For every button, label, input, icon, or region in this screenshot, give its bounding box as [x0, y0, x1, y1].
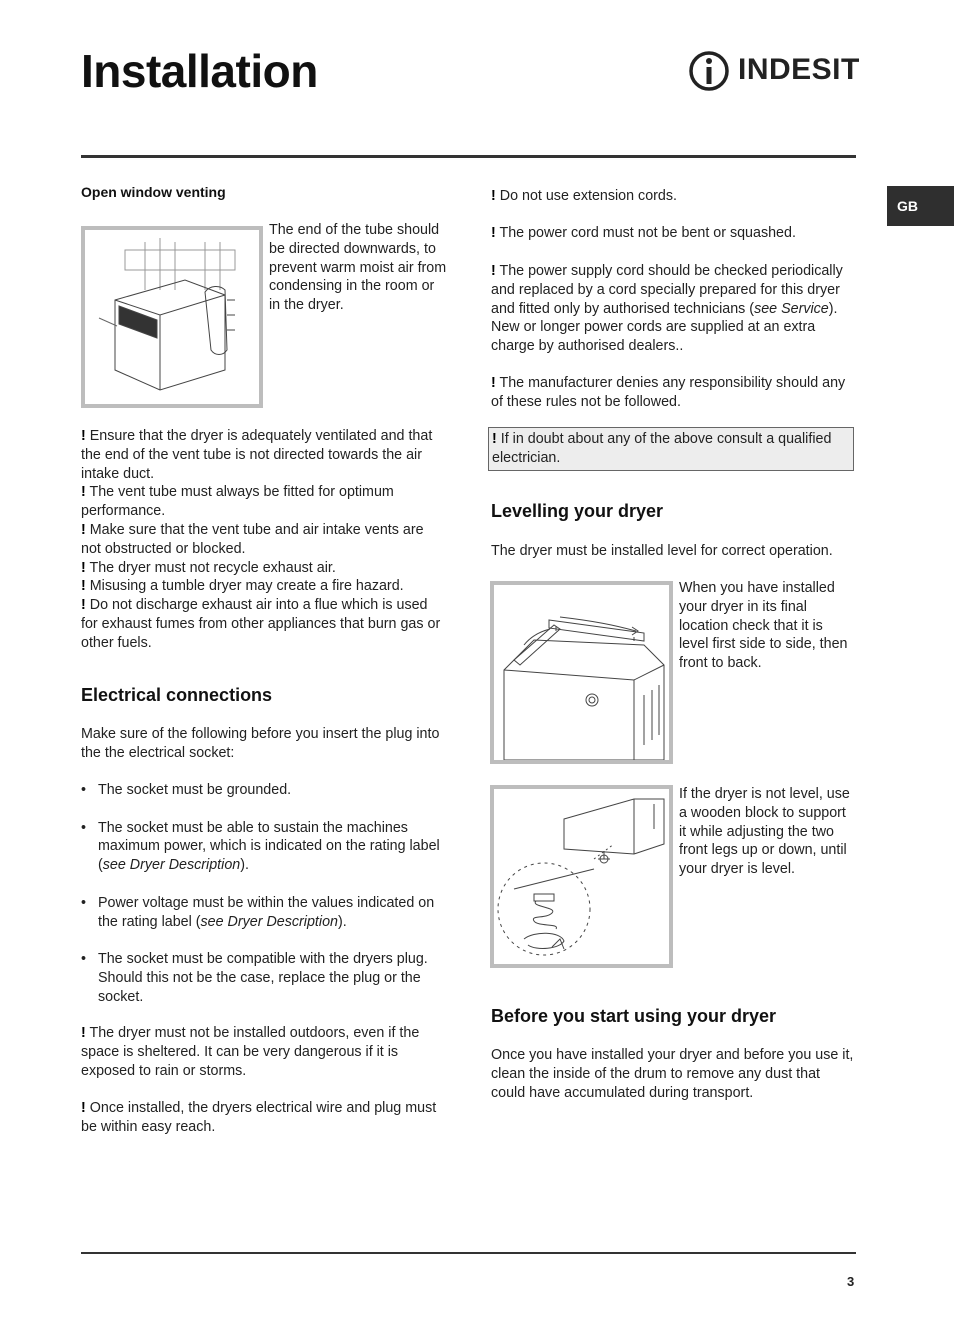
warning-mark: ! [81, 559, 86, 576]
warning-item [81, 427, 446, 483]
venting-subheading: Open window venting [81, 184, 226, 200]
warning-item [81, 559, 446, 578]
list-item-text: The socket must be grounded. [98, 782, 292, 798]
warning-text: Make sure that the vent tube and air intake vents are not obstructed or blocked. [81, 521, 424, 557]
warning-text: The dryer must not be installed outdoors, even if the space is sheltered. It can be very dangerous if it is exposed to rain or storms. [81, 1025, 420, 1079]
warning-mark: ! [491, 225, 496, 241]
warning-mark: ! [491, 263, 496, 279]
spirit-level-icon [494, 585, 669, 760]
warning-mark: ! [81, 597, 86, 614]
vent-illustration [81, 226, 263, 408]
warning-item [81, 483, 446, 521]
cross-reference: see Dryer Description [102, 857, 241, 874]
warning-text: Misusing a tumble dryer may create a fire hazard. [89, 578, 404, 595]
warning-reach [81, 1099, 446, 1137]
warning-text: Do not use extension cords. [499, 188, 677, 204]
warning-cord [491, 224, 854, 243]
brand-mark-icon [688, 48, 730, 92]
list-item-text: The socket must be compatible with the dryers plug. Should this not be the case, replace the plug or the socket. [98, 951, 428, 1005]
warning-text: ). New or longer power cords are supplied at an extra charge by authorised dealers.. [491, 300, 838, 355]
list-item-text: ). [338, 913, 347, 930]
electrical-checklist [81, 781, 446, 1025]
language-tab: GB [887, 186, 954, 226]
levelling-text-2: If the dryer is not level, use a wooden block to support it while adjusting the two front legs up or down, until your dryer is level. [679, 786, 850, 878]
warning-text: The dryer must not recycle exhaust air. [89, 559, 336, 576]
header-rule [81, 155, 856, 158]
list-item [81, 781, 446, 800]
adjustable-foot-icon [494, 789, 669, 964]
electrician-note [488, 427, 854, 471]
warning-text: Ensure that the dryer is adequately ventilated and that the end of the vent tube is not directed towards the air intake duct. [81, 428, 433, 482]
warning-mark: ! [81, 1100, 86, 1116]
levelling-text-1: When you have installed your dryer in its final location check that it is level first side to side, then front to back. [679, 580, 848, 672]
list-item-text: ). [240, 857, 249, 874]
warning-supply-cord [491, 262, 854, 356]
warning-item [81, 596, 446, 652]
list-item [81, 950, 446, 1006]
warning-item [81, 521, 446, 559]
warning-mark: ! [81, 428, 86, 444]
note-text [492, 430, 850, 468]
list-item-text: Power voltage must be within the values indicated on the rating label ( [98, 894, 435, 930]
adjust-feet-illustration [490, 785, 673, 968]
warning-item [81, 577, 446, 596]
warning-text: Do not discharge exhaust air into a flue which is used for exhaust fumes from other appliances that burn gas or other fuels. [81, 597, 441, 651]
dryer-vent-tube-icon [85, 230, 259, 404]
ventilation-warnings [81, 427, 446, 653]
page-title: Installation [81, 45, 318, 97]
list-item [81, 819, 446, 875]
levelling-intro: The dryer must be installed level for correct operation. [491, 543, 833, 559]
list-item-text: The socket must be able to sustain the machines maximum power, which is indicated on the rating label ( [98, 819, 440, 874]
warning-mark: ! [491, 188, 496, 204]
warning-mark: ! [81, 1025, 86, 1041]
warning-text: The manufacturer denies any responsibility should any of these rules not be followed. [491, 375, 846, 410]
electrical-intro: Make sure of the following before you insert the plug into the the electrical socket: [81, 726, 440, 761]
warning-outdoors [81, 1024, 446, 1080]
electrical-heading: Electrical connections [81, 685, 273, 705]
warning-text: If in doubt about any of the above consult a qualified electrician. [492, 431, 832, 466]
warning-extension [491, 187, 854, 206]
venting-text: The end of the tube should be directed downwards, to prevent warm moist air from condensing in the room or in the dryer. [269, 222, 447, 314]
warning-mark: ! [492, 431, 497, 447]
page-number: 3 [847, 1274, 855, 1289]
warning-responsibility [491, 374, 854, 412]
footer-rule [81, 1252, 856, 1254]
warning-mark: ! [491, 375, 496, 391]
warning-text: The vent tube must always be fitted for optimum performance. [81, 484, 394, 520]
warning-text: The power cord must not be bent or squashed. [499, 225, 796, 241]
brand-wordmark: INDESIT [738, 53, 860, 86]
warning-mark: ! [81, 484, 86, 501]
before-use-text: Once you have installed your dryer and before you use it, clean the inside of the drum to remove any dust that could have accumulated during transport. [491, 1047, 854, 1101]
list-item [81, 894, 446, 932]
cross-reference: see Dryer Description [200, 913, 338, 930]
warning-mark: ! [81, 578, 86, 595]
warning-text: The power supply cord should be checked periodically and replaced by a cord specially prepared for this dryer and fitted only by authorised technicians ( [491, 263, 843, 317]
levelling-heading: Levelling your dryer [491, 501, 664, 521]
warning-text: Once installed, the dryers electrical wire and plug must be within easy reach. [81, 1100, 437, 1135]
level-check-illustration [490, 581, 673, 764]
warning-mark: ! [81, 521, 86, 538]
cross-reference: see Service [754, 300, 829, 317]
before-use-heading: Before you start using your dryer [491, 1006, 777, 1026]
indesit-logo [688, 48, 860, 92]
